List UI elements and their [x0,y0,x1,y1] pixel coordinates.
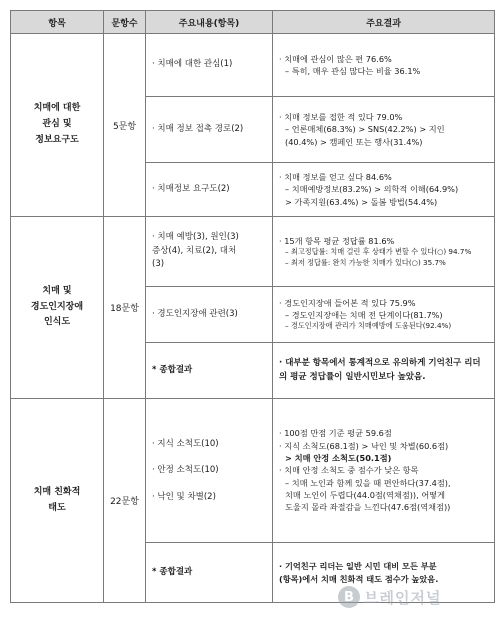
area-line: 인식도 [43,317,71,328]
table-row [11,399,495,543]
result-line: – 경도인지장애 관리가 치매예방에 도움된다(92.4%) [285,321,452,331]
result-line: – 경도인지장애는 치매 전 단계이다(81.7%) [285,310,443,321]
item-line: (3) [152,259,165,270]
item-line: * 종합결과 [152,364,193,375]
item-line: 증상(4), 치료(2), 대처 [152,245,237,256]
result-cell [273,543,495,603]
area-line: 관심 및 [42,119,72,130]
area-line: 치매에 대한 [33,103,81,114]
header-result: 주요결과 [273,11,495,34]
result-line: – 치매예방정보(83.2%) > 의학적 이해(64.9%) [285,184,459,195]
header-area: 항목 [11,11,104,34]
result-line: (40.4%) > 캠페인 또는 행사(31.4%) [285,136,423,147]
result-line: · 치매에 관심이 많은 편 76.6% [279,53,392,64]
item-line: * 종합결과 [152,566,193,577]
result-line: – 최고정답률: 치매 걸린 후 상태가 변할 수 있다(○) 94.7% [285,246,472,256]
result-line: 도울지 몰라 좌절감을 느낀다(47.6점(역채점)) [285,502,451,513]
content-item [146,399,273,543]
area-line: 정보요구도 [35,134,79,145]
item-line: · 경도인지장애 관련(3) [152,308,238,319]
area-cell [11,399,104,603]
result-line: (항목)에서 치매 친화적 태도 점수가 높았음. [279,573,439,584]
item-line: · 치매 예방(3), 원인(3) [152,232,239,243]
item-line: · 치매 정보 접촉 경로(2) [152,123,244,134]
question-count: 18문항 [104,217,146,399]
area-cell [11,217,104,399]
area-line: 경도인지장애 [30,301,84,312]
result-line: · 15개 항목 평균 정답률 81.6% [279,235,395,246]
result-line: · 경도인지장애 들어본 적 있다 75.9% [279,297,416,308]
header-content: 주요내용(항목) [146,11,273,34]
content-item [146,97,273,163]
content-item [146,163,273,217]
result-line: · 지식 소척도(68.1점) > 낙인 및 차별(60.6점) [279,440,449,451]
area-line: 치매 친화적 [33,486,81,497]
item-line: · 안정 소척도(10) [152,465,219,476]
header-count: 문항수 [104,11,146,34]
result-line: · 치매 정보를 접한 적 있다 79.0% [279,112,403,123]
item-line: · 낙인 및 차별(2) [152,491,216,502]
result-cell [273,343,495,399]
result-cell [273,287,495,343]
content-item [146,217,273,287]
survey-results-table [10,10,495,603]
table-header-row [11,11,495,34]
result-cell [273,97,495,163]
content-item [146,343,273,399]
result-line: · 치매 안정 소척도 중 점수가 낮은 항목 [279,465,419,476]
result-line: · 100점 만점 기준 평균 59.6점 [279,428,392,439]
result-line: · 치매 정보를 얻고 싶다 84.6% [279,172,392,183]
table-row [11,34,495,97]
result-cell [273,217,495,287]
question-count: 5문항 [104,34,146,217]
result-line: · 기억친구 리더는 일반 시민 대비 모든 부분 [279,561,437,572]
result-summary: · 대부분 항목에서 통계적으로 유의하게 기억친구 리더의 평균 정답률이 일반시민보다 높았음. [279,358,481,382]
result-cell [273,399,495,543]
result-line: 치매 노인이 두렵다(44.0점(역채점)), 어떻게 [285,489,446,500]
result-cell [273,163,495,217]
item-line: · 치매에 대한 관심(1) [152,59,233,70]
content-item [146,543,273,603]
result-line: – 언론매체(68.3%) > SNS(42.2%) > 지인 [285,124,445,135]
result-line: – 최저 정답률: 완치 가능한 치매가 있다(○) 35.7% [285,257,446,267]
table-row [11,217,495,287]
area-line: 치매 및 [42,285,72,296]
area-line: 태도 [48,502,66,513]
result-line: > 치매 안정 소척도(50.1점) [285,453,392,464]
content-item [146,287,273,343]
item-line: · 지식 소척도(10) [152,438,219,449]
result-line: – 치매 노인과 함께 있을 때 편안하다(37.4점), [285,477,451,488]
result-cell [273,34,495,97]
watermark-logo-icon: B [338,586,360,608]
question-count: 22문항 [104,399,146,603]
result-line: > 가족지원(63.4%) > 돌봄 방법(54.4%) [285,196,438,207]
area-cell [11,34,104,217]
item-line: · 치매정보 요구도(2) [152,183,230,194]
watermark-text: 브레인저널 [364,588,442,607]
result-line: – 특히, 매우 관심 많다는 비율 36.1% [285,66,421,76]
content-item [146,34,273,97]
